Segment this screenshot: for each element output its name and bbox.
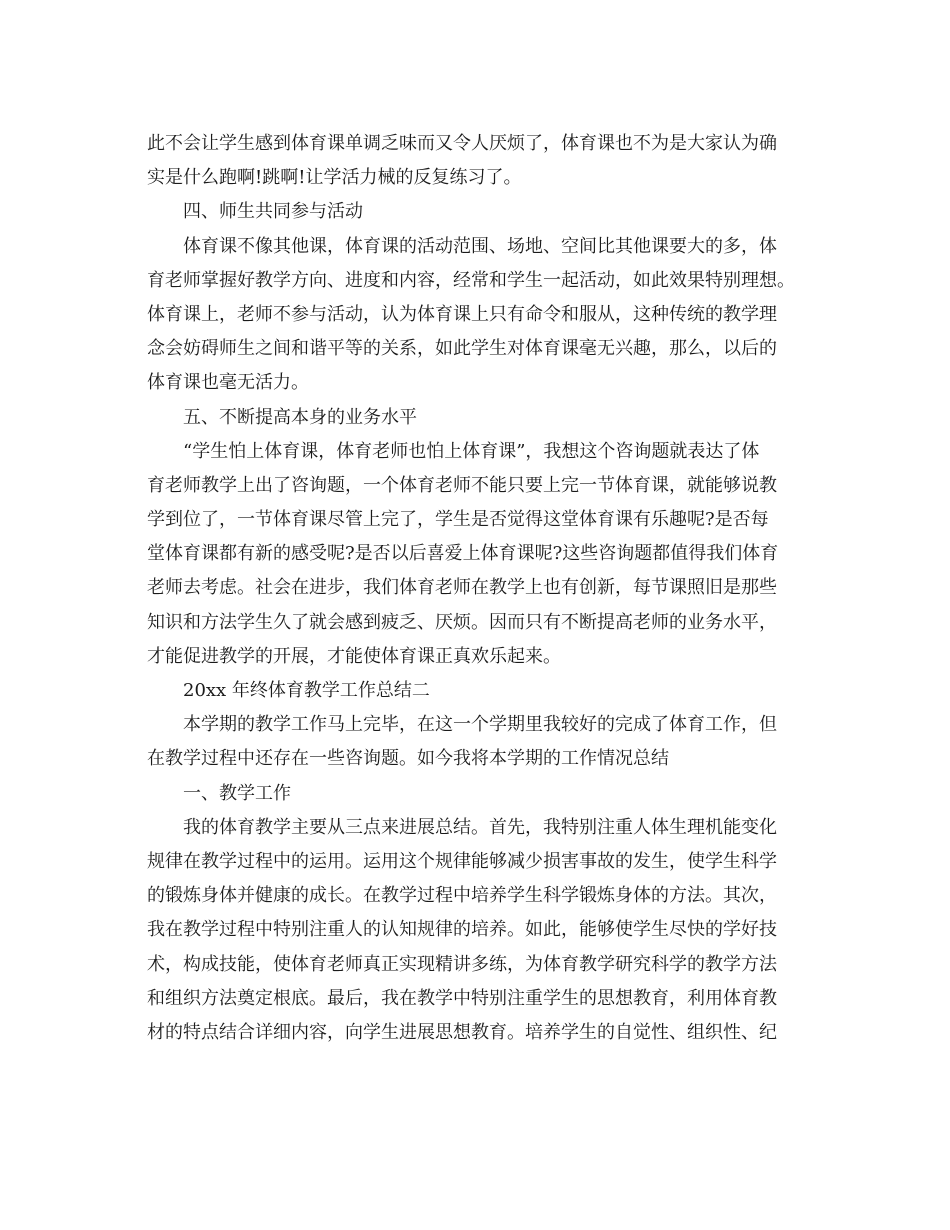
text-line: 堂体育课都有新的感受呢?是否以后喜爱上体育课呢?这些咨询题都值得我们体育 (147, 543, 779, 565)
text-line: 知识和方法学生久了就会感到疲乏、厌烦。因而只有不断提高老师的业务水平， (147, 611, 777, 633)
text-line: 念会妨碍师生之间和谐平等的关系，如此学生对体育课毫无兴趣，那么，以后的 (147, 338, 777, 360)
text-line: 体育课上，老师不参与活动，认为体育课上只有命令和服从，这种传统的教学理 (147, 303, 777, 325)
section-heading: 五、不断提高本身的业务水平 (183, 406, 417, 428)
section-heading: 一、教学工作 (183, 782, 291, 804)
text-line: 本学期的教学工作马上完毕，在这一个学期里我较好的完成了体育工作，但 (183, 714, 777, 736)
text-line: 的锻炼身体并健康的成长。在教学过程中培养学生科学锻炼身体的方法。其次， (147, 885, 777, 907)
text-line: 育老师掌握好教学方向、进度和内容，经常和学生一起活动，如此效果特别理想。 (147, 269, 795, 291)
text-line: 才能促进教学的开展，才能使体育课正真欢乐起来。 (147, 645, 561, 667)
text-line: 体育课不像其他课，体育课的活动范围、场地、空间比其他课要大的多，体 (183, 235, 777, 257)
text-line: 和组织方法奠定根底。最后，我在教学中特别注重学生的思想教育，利用体育教 (147, 987, 777, 1009)
text-line: 在教学过程中还存在一些咨询题。如今我将本学期的工作情况总结 (147, 748, 669, 770)
text-line: 术，构成技能，使体育老师真正实现精讲多练，为体育教学研究科学的教学方法 (147, 953, 777, 975)
section-heading: 四、师生共同参与活动 (183, 201, 363, 223)
text-line: 育老师教学上出了咨询题，一个体育老师不能只要上完一节体育课，就能够说教 (147, 474, 777, 496)
text-line: 材的特点结合详细内容，向学生进展思想教育。培养学生的自觉性、组织性、纪 (147, 1021, 777, 1043)
text-line: 学到位了，一节体育课尽管上完了，学生是否觉得这堂体育课有乐趣呢?是否每 (147, 509, 769, 531)
text-line: 此不会让学生感到体育课单调乏味而又令人厌烦了，体育课也不为是大家认为确 (147, 133, 777, 154)
document-body (147, 127, 812, 1050)
text-line: 我在教学过程中特别注重人的认知规律的培养。如此，能够使学生尽快的学好技 (147, 919, 777, 941)
text-line: 体育课也毫无活力。 (147, 372, 309, 394)
text-line: 我的体育教学主要从三点来进展总结。首先，我特别注重人体生理机能变化 (183, 816, 777, 838)
text-line: “学生怕上体育课，体育老师也怕上体育课”，我想这个咨询题就表达了体 (183, 440, 760, 462)
section-heading: 20xx 年终体育教学工作总结二 (183, 680, 430, 701)
text-line: 老师去考虑。社会在进步，我们体育老师在教学上也有创新，每节课照旧是那些 (147, 577, 777, 599)
text-line: 规律在教学过程中的运用。运用这个规律能够减少损害事故的发生，使学生科学 (147, 850, 777, 872)
text-line: 实是什么跑啊!跳啊!让学活力械的反复练习了。 (147, 167, 522, 189)
